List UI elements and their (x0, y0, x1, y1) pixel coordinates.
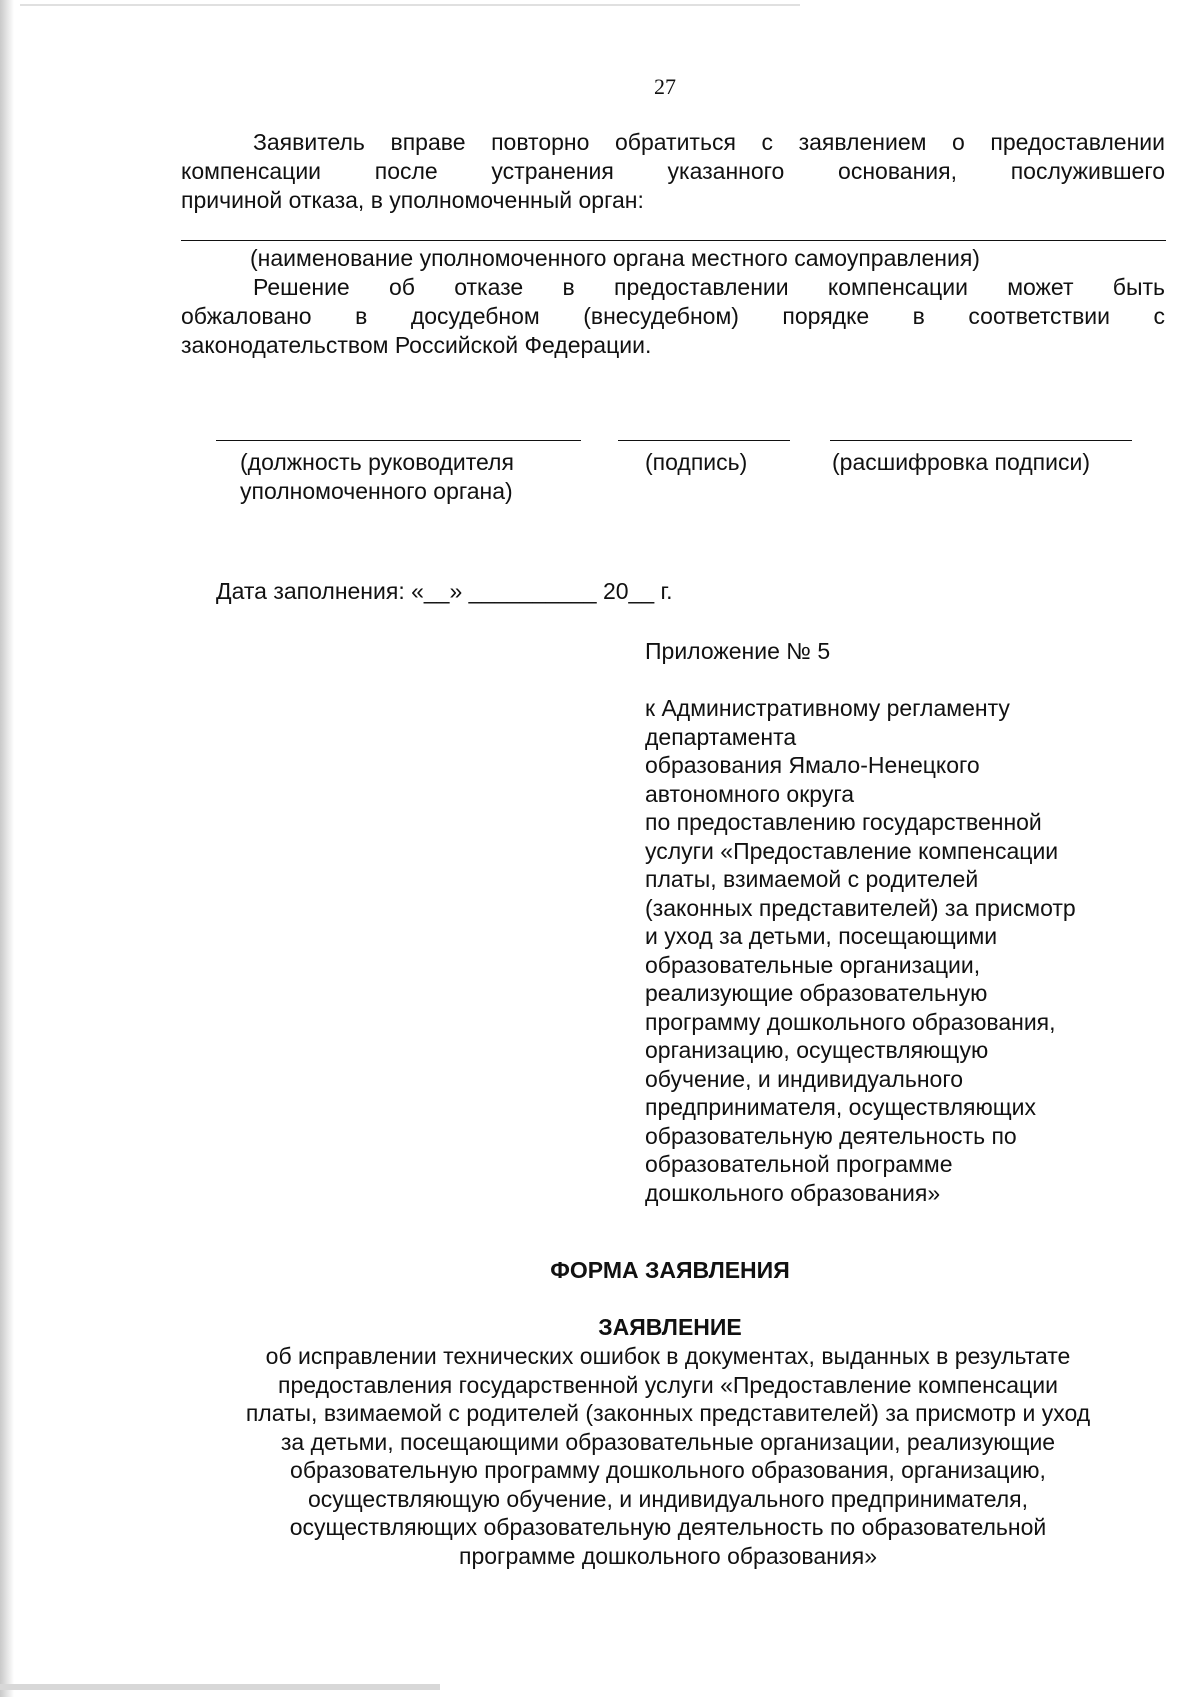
statement-line: осуществляющую обучение, и индивидуального предпринимателя, (307, 1485, 1029, 1512)
position-caption-line1: (должность руководителя (240, 449, 514, 475)
statement-title (170, 1342, 1166, 1570)
appendix-line: дошкольного образования» (645, 1179, 941, 1206)
appendix-line: платы, взимаемой с родителей (645, 866, 979, 892)
scan-shadow-top (20, 4, 800, 6)
authority-blank-line[interactable] (181, 240, 1166, 241)
paragraph1-line2: компенсации после устранения указанного основания, послужившего (181, 158, 1165, 184)
appendix-line: к Административному регламенту (645, 695, 1010, 721)
statement-line: об исправлении технических ошибок в документах, выданных в результате (265, 1343, 1071, 1369)
statement-heading: ЗАЯВЛЕНИЕ (598, 1314, 742, 1340)
appendix-title: Приложение № 5 (645, 638, 831, 664)
appendix-line: предпринимателя, осуществляющих (645, 1094, 1037, 1120)
appendix-line: образовательную деятельность по (645, 1122, 1017, 1149)
page-number: 27 (654, 74, 676, 99)
appendix-line: организацию, осуществляющую (645, 1037, 989, 1063)
decoding-caption: (расшифровка подписи) (832, 449, 1090, 475)
statement-line: за детьми, посещающими образовательные организации, реализующие (280, 1428, 1056, 1455)
appendix-line: реализующие образовательную (645, 980, 988, 1006)
statement-line: предоставления государственной услуги «Предоставление компенсации (278, 1371, 1058, 1398)
appendix-line: автономного округа (645, 780, 854, 807)
statement-line: осуществляющих образовательную деятельность по образовательной (289, 1514, 1047, 1540)
decoding-blank-line[interactable] (830, 440, 1132, 441)
paragraph1-line3: причиной отказа, в уполномоченный орган: (181, 187, 644, 213)
appendix-line: образовательные организации, (645, 951, 981, 978)
appendix-line: по предоставлению государственной (645, 809, 1042, 835)
appendix-line: (законных представителей) за присмотр (645, 894, 1076, 921)
scan-shadow-left (0, 0, 14, 1697)
appendix-line: образования Ямало-Ненецкого (645, 752, 980, 778)
statement-line: программе дошкольного образования» (459, 1542, 877, 1569)
scan-shadow-bottom (0, 1684, 440, 1690)
authority-caption: (наименование уполномоченного органа местного самоуправления) (250, 245, 980, 271)
appendix-line: департамента (645, 723, 797, 750)
position-blank-line[interactable] (216, 440, 581, 441)
appendix-line: образовательной программе (645, 1151, 953, 1177)
appendix-reference (645, 694, 1145, 1207)
signature-blank-line[interactable] (618, 440, 790, 441)
appendix-line: обучение, и индивидуального (645, 1065, 964, 1092)
paragraph2-line3: законодательством Российской Федерации. (181, 332, 652, 358)
appendix-line: программу дошкольного образования, (645, 1008, 1056, 1035)
appendix-line: и уход за детьми, посещающими (645, 923, 998, 949)
appendix-line: услуги «Предоставление компенсации (645, 837, 1059, 864)
paragraph2-line1: Решение об отказе в предоставлении компенсации может быть (253, 274, 1165, 300)
paragraph2-line2: обжаловано в досудебном (внесудебном) порядке в соответствии с (181, 303, 1165, 329)
paragraph1-line1: Заявитель вправе повторно обратиться с заявлением о предоставлении (253, 129, 1165, 155)
form-heading: ФОРМА ЗАЯВЛЕНИЯ (550, 1257, 790, 1283)
statement-line: образовательную программу дошкольного образования, организацию, (290, 1457, 1046, 1483)
fill-date: Дата заполнения: «__» __________ 20__ г. (216, 578, 673, 604)
signature-caption: (подпись) (645, 449, 748, 475)
statement-line: платы, взимаемой с родителей (законных представителей) за присмотр и уход (245, 1400, 1091, 1426)
position-caption-line2: уполномоченного органа) (240, 478, 513, 504)
